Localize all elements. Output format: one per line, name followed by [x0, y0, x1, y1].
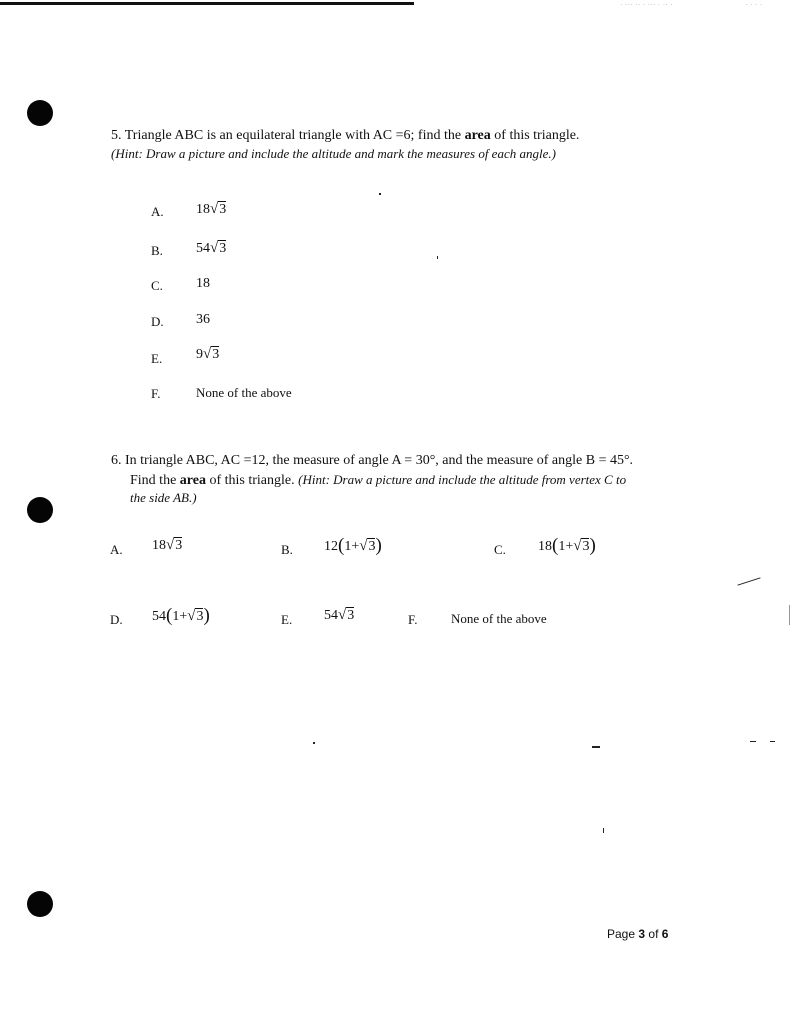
sqrt-symbol: √3: [210, 201, 227, 217]
choice-letter: A.: [151, 204, 164, 219]
sqrt-symbol: √3: [203, 346, 220, 362]
sqrt-symbol: √3: [210, 240, 227, 256]
choice-6b[interactable]: 12(1+√3): [324, 535, 382, 556]
question-bold: area: [464, 128, 491, 143]
binder-hole-bottom: [27, 891, 53, 917]
choice-letter: F.: [408, 612, 418, 627]
pencil-mark: [770, 741, 775, 742]
choice-5b[interactable]: 54√3: [196, 240, 227, 256]
binder-hole-top: [27, 100, 53, 126]
sqrt-symbol: √3: [573, 538, 590, 554]
question-5: [111, 126, 731, 145]
page-number: Page 3 of 6: [607, 927, 669, 941]
top-rule: [0, 2, 414, 5]
pencil-mark: [603, 828, 604, 833]
choice-6a[interactable]: 18√3: [152, 537, 183, 553]
question-5-hint: (Hint: Draw a picture and include the altitude and mark the measures of each angle.): [111, 146, 556, 161]
choice-letter: D.: [110, 612, 123, 627]
pencil-mark: [437, 256, 438, 259]
question-number: 6.: [111, 453, 122, 468]
question-6-hint-end: the side AB.): [130, 490, 197, 505]
choice-5e[interactable]: 9√3: [196, 346, 220, 362]
choice-letter: C.: [151, 278, 163, 293]
pencil-mark: [313, 742, 315, 744]
choice-letter: E.: [151, 351, 163, 366]
sqrt-symbol: √3: [338, 607, 355, 623]
scan-noise: · · · ·: [745, 0, 763, 9]
pencil-mark: [592, 746, 600, 748]
question-text: In triangle ABC, AC =12, the measure of angle A = 30°, and the measure of angle B = 45°.: [125, 453, 634, 468]
scan-noise: · ··· ·· · ··· · ·· ·: [620, 0, 673, 9]
choice-letter: A.: [110, 542, 123, 557]
pencil-mark: [379, 193, 381, 195]
choice-5f[interactable]: None of the above: [196, 385, 292, 400]
choice-letter: C.: [494, 542, 506, 557]
question-number: 5.: [111, 128, 122, 143]
choice-letter: B.: [281, 542, 293, 557]
choice-letter: F.: [151, 386, 161, 401]
pencil-mark: [750, 741, 756, 742]
choice-5a[interactable]: 18√3: [196, 201, 227, 217]
question-bold: area: [179, 473, 206, 488]
choice-6d[interactable]: 54(1+√3): [152, 605, 210, 626]
choice-5d[interactable]: 36: [196, 312, 210, 327]
binder-hole-middle: [27, 497, 53, 523]
sqrt-symbol: √3: [166, 537, 183, 553]
sqrt-symbol: √3: [359, 538, 376, 554]
choice-6e[interactable]: 54√3: [324, 607, 355, 623]
sqrt-symbol: √3: [187, 608, 204, 624]
choice-letter: E.: [281, 612, 293, 627]
pencil-mark: [737, 577, 760, 585]
choice-letter: D.: [151, 314, 164, 329]
question-6: [111, 451, 711, 470]
question-text: Triangle ABC is an equilateral triangle with AC =6; find the: [124, 128, 462, 143]
choice-5c[interactable]: 18: [196, 276, 210, 291]
choice-letter: B.: [151, 243, 163, 258]
pencil-mark: [789, 605, 790, 625]
question-6-hint: (Hint: Draw a picture and include the altitude from vertex C to: [298, 472, 627, 487]
choice-6c[interactable]: 18(1+√3): [538, 535, 596, 556]
choice-6f[interactable]: None of the above: [451, 611, 547, 626]
question-text-end: of this triangle.: [494, 128, 580, 143]
question-6-line2: Find the area of this triangle. (Hint: Draw a picture and include the altitude from vertex C to: [130, 472, 627, 488]
